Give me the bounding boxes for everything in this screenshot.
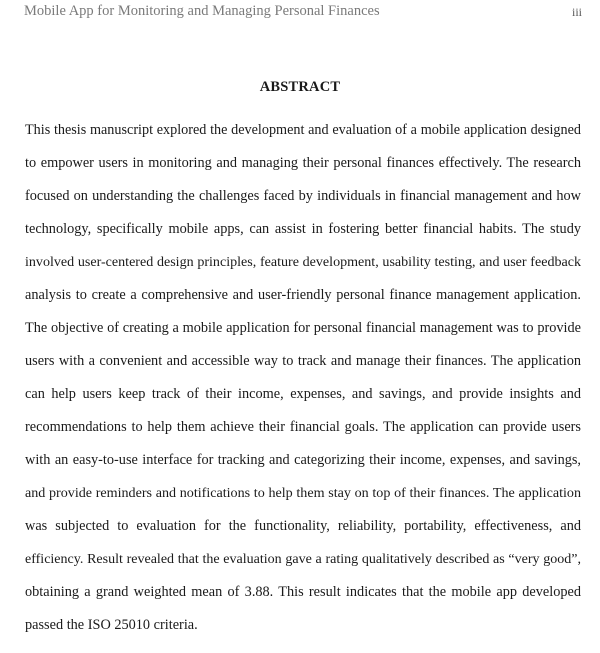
paragraph-line: passed the ISO 25010 criteria. xyxy=(25,617,198,633)
paragraph-line: and provide reminders and notifications to help them stay on top of their finances. The application xyxy=(25,485,581,501)
paragraph-line: can help users keep track of their income, expenses, and savings, and provide insights and xyxy=(25,386,581,402)
paragraph-line: to empower users in monitoring and managing their personal finances effectively. The research xyxy=(25,155,581,171)
paragraph-line: technology, specifically mobile apps, can assist in fostering better financial habits. The study xyxy=(25,221,581,237)
paragraph-line: involved user-centered design principles, feature development, usability testing, and user feedback xyxy=(25,254,581,270)
running-head-title: Mobile App for Monitoring and Managing Personal Finances xyxy=(24,3,380,19)
paragraph-line: This thesis manuscript explored the development and evaluation of a mobile application designed xyxy=(25,122,581,138)
paragraph-line: focused on understanding the challenges faced by individuals in financial management and how xyxy=(25,188,581,204)
abstract-heading: ABSTRACT xyxy=(259,79,341,95)
page-number: iii xyxy=(571,5,582,19)
paragraph-line: efficiency. Result revealed that the evaluation gave a rating qualitatively described as “very good”, xyxy=(25,551,581,567)
paragraph-line: was subjected to evaluation for the functionality, reliability, portability, effectiveness, and xyxy=(25,518,581,534)
paragraph-line: with an easy-to-use interface for tracking and categorizing their income, expenses, and savings, xyxy=(25,452,581,468)
paragraph-line: obtaining a grand weighted mean of 3.88. This result indicates that the mobile app developed xyxy=(25,584,581,600)
paragraph-line: analysis to create a comprehensive and user-friendly personal finance management application. xyxy=(25,287,581,303)
abstract-paragraph xyxy=(25,116,581,644)
paragraph-line: recommendations to help them achieve their financial goals. The application can provide users xyxy=(25,419,581,435)
paragraph-line: users with a convenient and accessible way to track and manage their finances. The application xyxy=(25,353,581,369)
paragraph-line: The objective of creating a mobile application for personal financial management was to provide xyxy=(25,320,581,336)
